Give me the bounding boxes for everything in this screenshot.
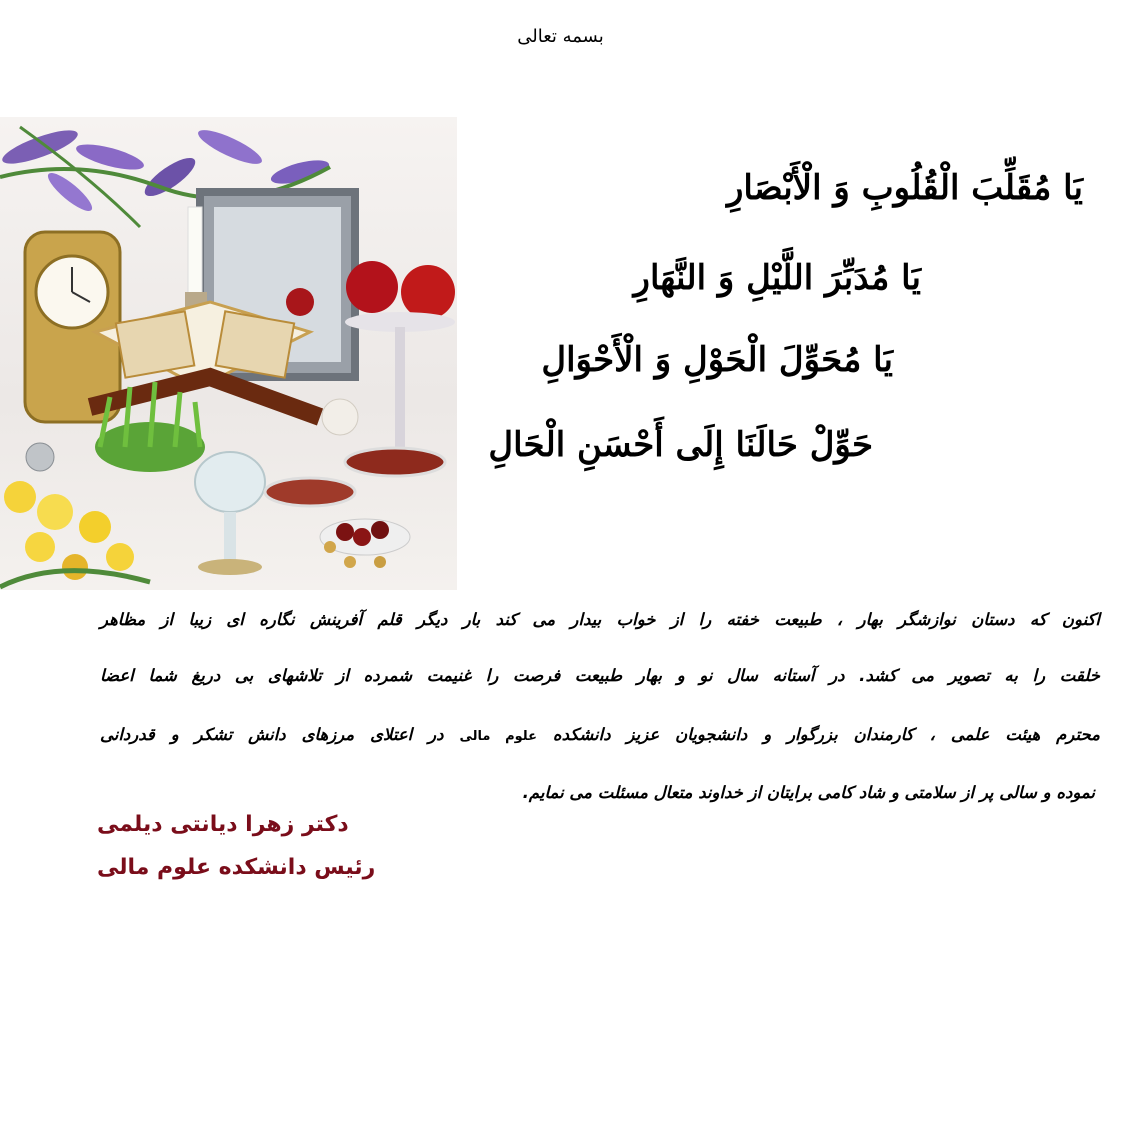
signature-name: دکتر زهرا دیانتی دیلمی [97,812,349,837]
prayer-line-1: یَا مُقَلِّبَ الْقُلُوبِ وَ الْأَبْصَارِ [726,168,1083,208]
message-line-2: خلقت را به تصویر می کشد. در آستانه سال نو و بهار طبیعت فرصت را غنیمت شمرده از تلاشهای بی دریغ شما اعضا [100,666,1100,685]
clock-icon [25,232,120,422]
prayer-line-3: یَا مُحَوِّلَ الْحَوْلِ وَ الْأَحْوَالِ [541,340,893,380]
message-line-1: اکنون که دستان نوازشگر بهار ، طبیعت خفته را از خواب بیدار می کند بار دیگر قلم آفرینش نگاره ای زیبا از مظاهر [100,610,1100,629]
prayer-line-4: حَوِّلْ حَالَنَا إِلَی أَحْسَنِ الْحَالِ [488,425,873,465]
nowruz-haft-sin-photo [0,117,457,590]
message-line-4: نموده و سالی پر از سلامتی و شاد کامی برایتان از خداوند متعال مسئلت می نمایم. [522,783,1095,802]
message-line-3-part-a: محترم هیئت علمی ، کارمندان بزرگوار و دانشجویان عزیز دانشکده [552,725,1100,744]
sumac-bowl-icon [345,448,445,476]
header-title: بسمه تعالی [517,26,604,47]
signature-title: رئیس دانشکده علوم مالی [97,855,376,880]
apple-icon [346,261,398,313]
haft-sin-illustration [0,117,457,590]
glass-bowl-icon [195,452,265,512]
garlic-icon [322,399,358,435]
daffodil-flowers-icon [0,481,150,587]
faculty-name-inline: علوم مالی [459,729,537,744]
message-line-3-part-c: در اعتلای مرزهای دانش تشکر و قدردانی [100,725,444,744]
message-line-3 [100,725,1100,744]
prayer-line-2: یَا مُدَبِّرَ اللَّیْلِ وَ النَّهَارِ [633,258,921,298]
